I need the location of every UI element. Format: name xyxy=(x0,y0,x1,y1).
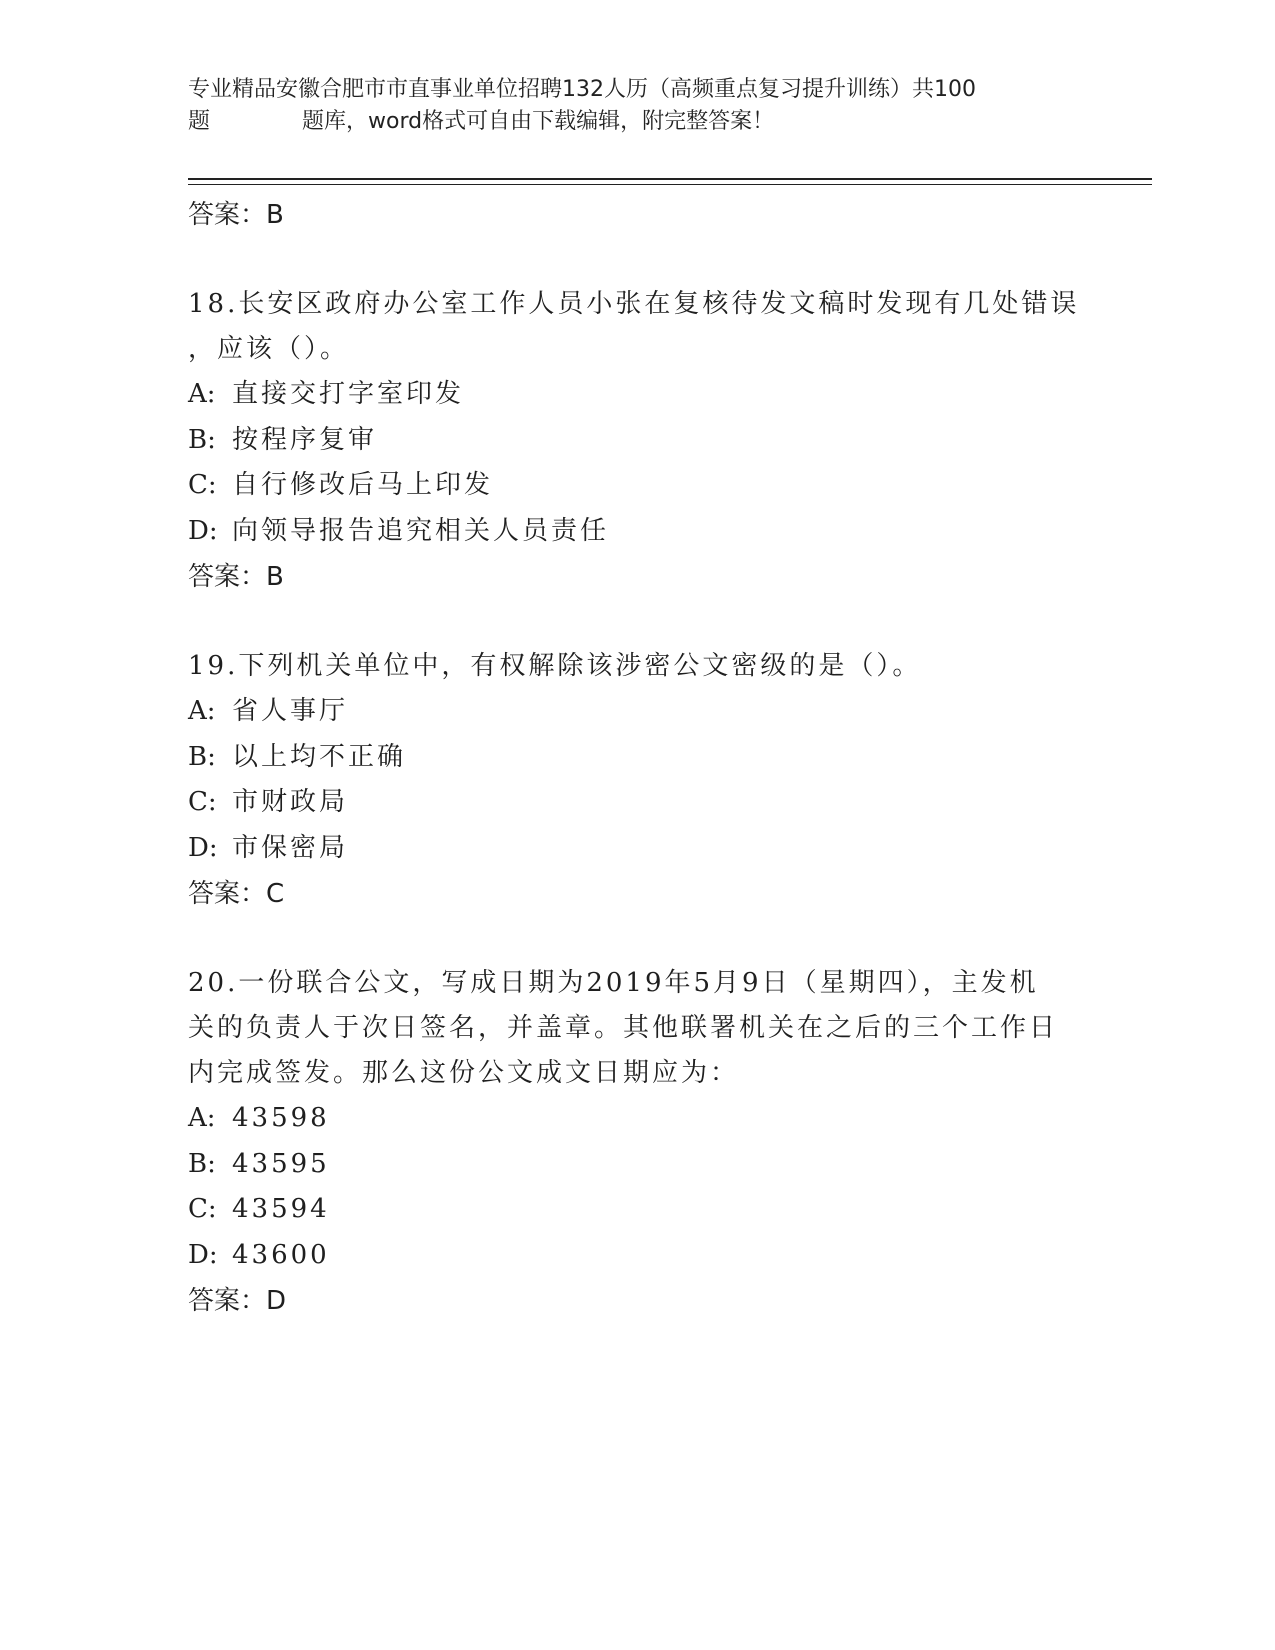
question-list xyxy=(188,192,1088,1324)
option-a xyxy=(188,372,1088,418)
option-b xyxy=(188,735,1088,781)
option-text: 直接交打字室印发 xyxy=(232,379,465,409)
question-text-line: 20.一份联合公文，写成日期为2019年5月9日（星期四），主发机 xyxy=(188,968,1039,998)
answer-line: 答案：C xyxy=(188,879,285,909)
option-a xyxy=(188,689,1088,735)
question-text-line: 18.长安区政府办公室工作人员小张在复核待发文稿时发现有几处错误 xyxy=(188,289,1080,319)
page-header xyxy=(188,74,1088,138)
option-text: 43600 xyxy=(232,1239,330,1270)
option-text: 省人事厅 xyxy=(232,696,349,726)
option-key: A: xyxy=(188,1103,216,1133)
option-d xyxy=(188,826,1088,872)
option-c xyxy=(188,780,1088,826)
option-c xyxy=(188,1187,1088,1233)
option-key: A: xyxy=(188,696,216,726)
option-text: 市保密局 xyxy=(232,832,349,863)
question-text-line: 关的负责人于次日签名，并盖章。其他联署机关在之后的三个工作日 xyxy=(188,1013,1059,1043)
question-text-line: ，应该（）。 xyxy=(188,334,350,364)
header-rule-thin xyxy=(188,184,1152,185)
option-b xyxy=(188,1142,1088,1188)
option-text: 自行修改后马上印发 xyxy=(232,470,494,500)
option-text: 按程序复审 xyxy=(232,424,378,455)
header-title-line-2-head: 题 xyxy=(188,109,211,134)
option-key: D: xyxy=(188,1239,218,1270)
spacer xyxy=(188,917,1088,961)
question-text-line: 19.下列机关单位中，有权解除该涉密公文密级的是（）。 xyxy=(188,651,922,681)
option-key: A: xyxy=(188,379,216,409)
option-key: C: xyxy=(188,470,217,500)
header-title-line-2-tail: 题库，word格式可自由下载编辑，附完整答案！ xyxy=(302,109,775,134)
question-18 xyxy=(188,282,1088,600)
option-key: D: xyxy=(188,515,218,546)
question-20 xyxy=(188,961,1088,1324)
previous-answer: 答案：B xyxy=(188,200,284,230)
header-rule-thick xyxy=(188,178,1152,180)
option-key: C: xyxy=(188,787,217,817)
option-key: C: xyxy=(188,1194,217,1224)
option-d xyxy=(188,509,1088,555)
spacer xyxy=(188,600,1088,644)
option-text: 以上均不正确 xyxy=(232,741,407,772)
option-d xyxy=(188,1233,1088,1279)
option-key: B: xyxy=(188,741,216,772)
question-19 xyxy=(188,644,1088,917)
header-title-line-1: 专业精品安徽合肥市市直事业单位招聘132人历（高频重点复习提升训练）共100 xyxy=(188,77,976,102)
option-text: 43598 xyxy=(232,1103,330,1133)
spacer xyxy=(188,238,1088,282)
option-key: B: xyxy=(188,1148,216,1179)
option-text: 43595 xyxy=(232,1148,330,1179)
answer-line: 答案：D xyxy=(188,1286,287,1316)
option-key: D: xyxy=(188,832,218,863)
option-a xyxy=(188,1096,1088,1142)
option-text: 向领导报告追究相关人员责任 xyxy=(232,515,610,546)
option-text: 市财政局 xyxy=(232,787,349,817)
answer-line: 答案：B xyxy=(188,562,284,592)
header-title-line-2 xyxy=(188,106,1088,138)
option-b xyxy=(188,418,1088,464)
option-key: B: xyxy=(188,424,216,455)
option-c xyxy=(188,463,1088,509)
question-text-line: 内完成签发。那么这份公文成文日期应为： xyxy=(188,1058,740,1088)
option-text: 43594 xyxy=(232,1194,330,1224)
